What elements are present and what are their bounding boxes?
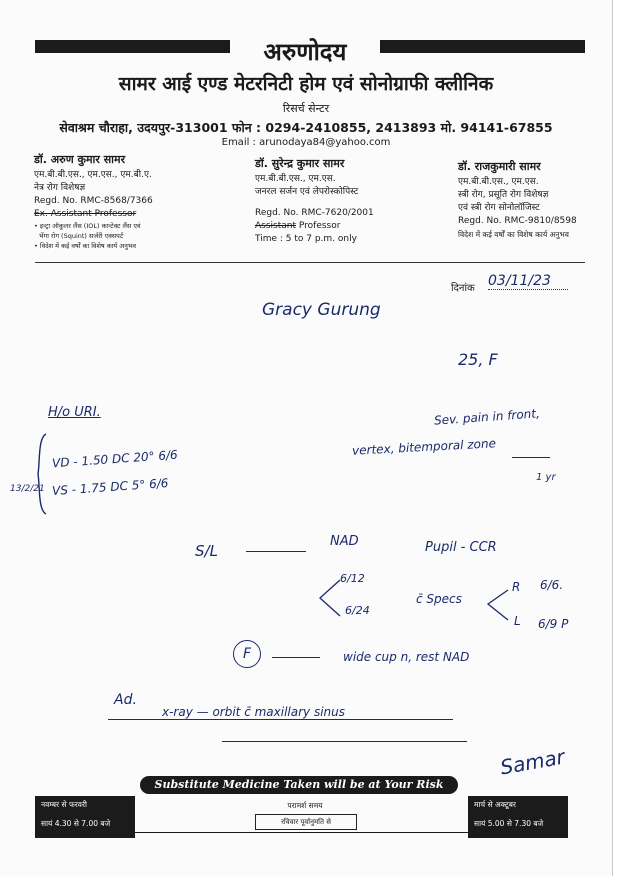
footer-left-line-2: सायं 4.30 से 7.00 बजे: [41, 819, 111, 828]
doctor-2-position-prefix: Assistant: [255, 221, 297, 231]
footer-right-line-1: मार्च से अक्टूबर: [474, 800, 516, 809]
doctor-2-name: डॉ. सुरेन्द्र कुमार सामर: [255, 157, 345, 170]
footer-mid-box: रविवार पूर्वानुमति से: [255, 814, 357, 830]
doctor-3-specialty-2: एवं स्त्री रोग सोनोलॉजिस्ट: [458, 203, 540, 213]
brace-icon: [34, 432, 48, 516]
doctor-1-note-2: भेंगा रोग (Squint) सर्जरी एक्सपर्ट: [39, 232, 124, 240]
doctor-2-specialty: जनरल सर्जन एवं लेपरोस्कोपिस्ट: [255, 187, 359, 197]
l-value: 6/9 P: [538, 617, 569, 631]
advice-text: x-ray — orbit c̄ maxillary sinus: [162, 705, 346, 719]
fundus-text: wide cup n, rest NAD: [343, 650, 470, 664]
risk-banner: Substitute Medicine Taken will be at Your Risk: [140, 776, 458, 794]
clinic-name: सामर आई एण्ड मेटरनिटी होम एवं सोनोग्राफी क्लीनिक: [118, 73, 494, 95]
header-divider: [35, 262, 585, 263]
complaint-line-2: vertex, bitemporal zone: [351, 436, 497, 458]
r-value: 6/6.: [540, 578, 564, 592]
date-side-note: 13/2/21: [10, 484, 45, 494]
doctor-1-block: [34, 153, 194, 251]
doctor-1-name: डॉ. अरुण कुमार सामर: [34, 153, 126, 166]
vd-line: VD - 1.50 DC 20° 6/6: [51, 447, 179, 471]
doctor-3-block: [458, 160, 608, 241]
pupil-text: Pupil - CCR: [425, 540, 497, 555]
research-center: रिसर्च सेन्टर: [282, 102, 330, 115]
sl-dash: [246, 551, 306, 552]
sl-text: NAD: [330, 534, 359, 549]
vs-line: VS - 1.75 DC 5° 6/6: [51, 475, 169, 499]
fundus-label: F: [233, 640, 261, 668]
advice-underline-2: [222, 741, 467, 742]
doctor-1-degrees: एम.बी.बी.एस., एम.एस., एम.बी.ए.: [34, 170, 152, 180]
r-label: R: [512, 580, 521, 594]
complaint-line-3: 1 yr: [536, 472, 556, 483]
va-left-uncorrected: 6/24: [345, 604, 370, 617]
specs-text: c̄ Specs: [416, 592, 462, 606]
advice-underline: [108, 719, 453, 720]
doctor-1-position: Ex. Assistant Professor: [34, 209, 137, 219]
complaint-line-1: Sev. pain in front,: [433, 406, 541, 428]
doctor-1-regd: Regd. No. RMC-8568/7366: [34, 196, 153, 206]
footer-left-line-1: नवम्बर से फरवरी: [41, 800, 87, 809]
footer-right-line-2: सायं 5.00 से 7.30 बजे: [474, 819, 544, 828]
patient-age-sex: 25, F: [458, 350, 498, 369]
footer-mid-heading: परामर्श समय: [287, 801, 323, 810]
bracket-left-icon: [316, 578, 342, 618]
doctor-2-position: [255, 220, 405, 233]
footer-line: [35, 832, 556, 833]
l-label: L: [514, 614, 521, 628]
clinic-email: Email : arunodaya84@yahoo.com: [221, 137, 391, 148]
doctor-3-regd: Regd. No. RMC-9810/8598: [458, 216, 577, 226]
doctor-2-time: Time : 5 to 7 p.m. only: [255, 234, 357, 244]
complaint-dash: [512, 457, 550, 458]
doctor-1-specialty: नेत्र रोग विशेषज्ञ: [34, 183, 86, 193]
patient-name: Gracy Gurung: [262, 300, 381, 320]
doctor-1-note-1: • इन्ट्रा ऑकुलर लैंस (IOL) कान्टेक्ट लैंस एवं: [34, 222, 141, 230]
doctor-3-note: विदेश में कई वर्षों का विशेष कार्य अनुभव: [458, 230, 569, 239]
date-label: दिनांक: [451, 283, 475, 294]
bracket-right-icon: [484, 588, 510, 622]
advice-label: Ad.: [114, 692, 137, 708]
doctor-signature: Samar: [498, 744, 567, 780]
history-heading: H/o URI.: [48, 405, 101, 420]
doctor-3-name: डॉ. राजकुमारी सामर: [458, 160, 541, 173]
fundus-dash: [272, 657, 320, 658]
doctor-1-note-3: • विदेश में कई वर्षों का विशेष कार्य अनुभव: [34, 242, 137, 250]
brand-title: अरुणोदय: [230, 37, 380, 67]
sl-label: S/L: [195, 542, 218, 560]
doctor-3-degrees: एम.बी.बी.एस., एम.एस.: [458, 177, 539, 187]
doctor-2-degrees: एम.बी.बी.एस., एम.एस.: [255, 174, 336, 184]
doctor-3-specialty-1: स्त्री रोग, प्रसूति रोग विशेषज्ञ: [458, 190, 549, 200]
va-right-uncorrected: 6/12: [340, 572, 365, 585]
doctor-2-regd: Regd. No. RMC-7620/2001: [255, 208, 374, 218]
clinic-address: सेवाश्रम चौराहा, उदयपुर-313001 फोन : 0294-2410855, 2413893 मो. 94141-67855: [59, 120, 553, 135]
date-value: 03/11/23: [488, 273, 568, 290]
doctor-2-position-suffix: Professor: [296, 221, 341, 231]
doctor-2-block: [255, 157, 405, 246]
